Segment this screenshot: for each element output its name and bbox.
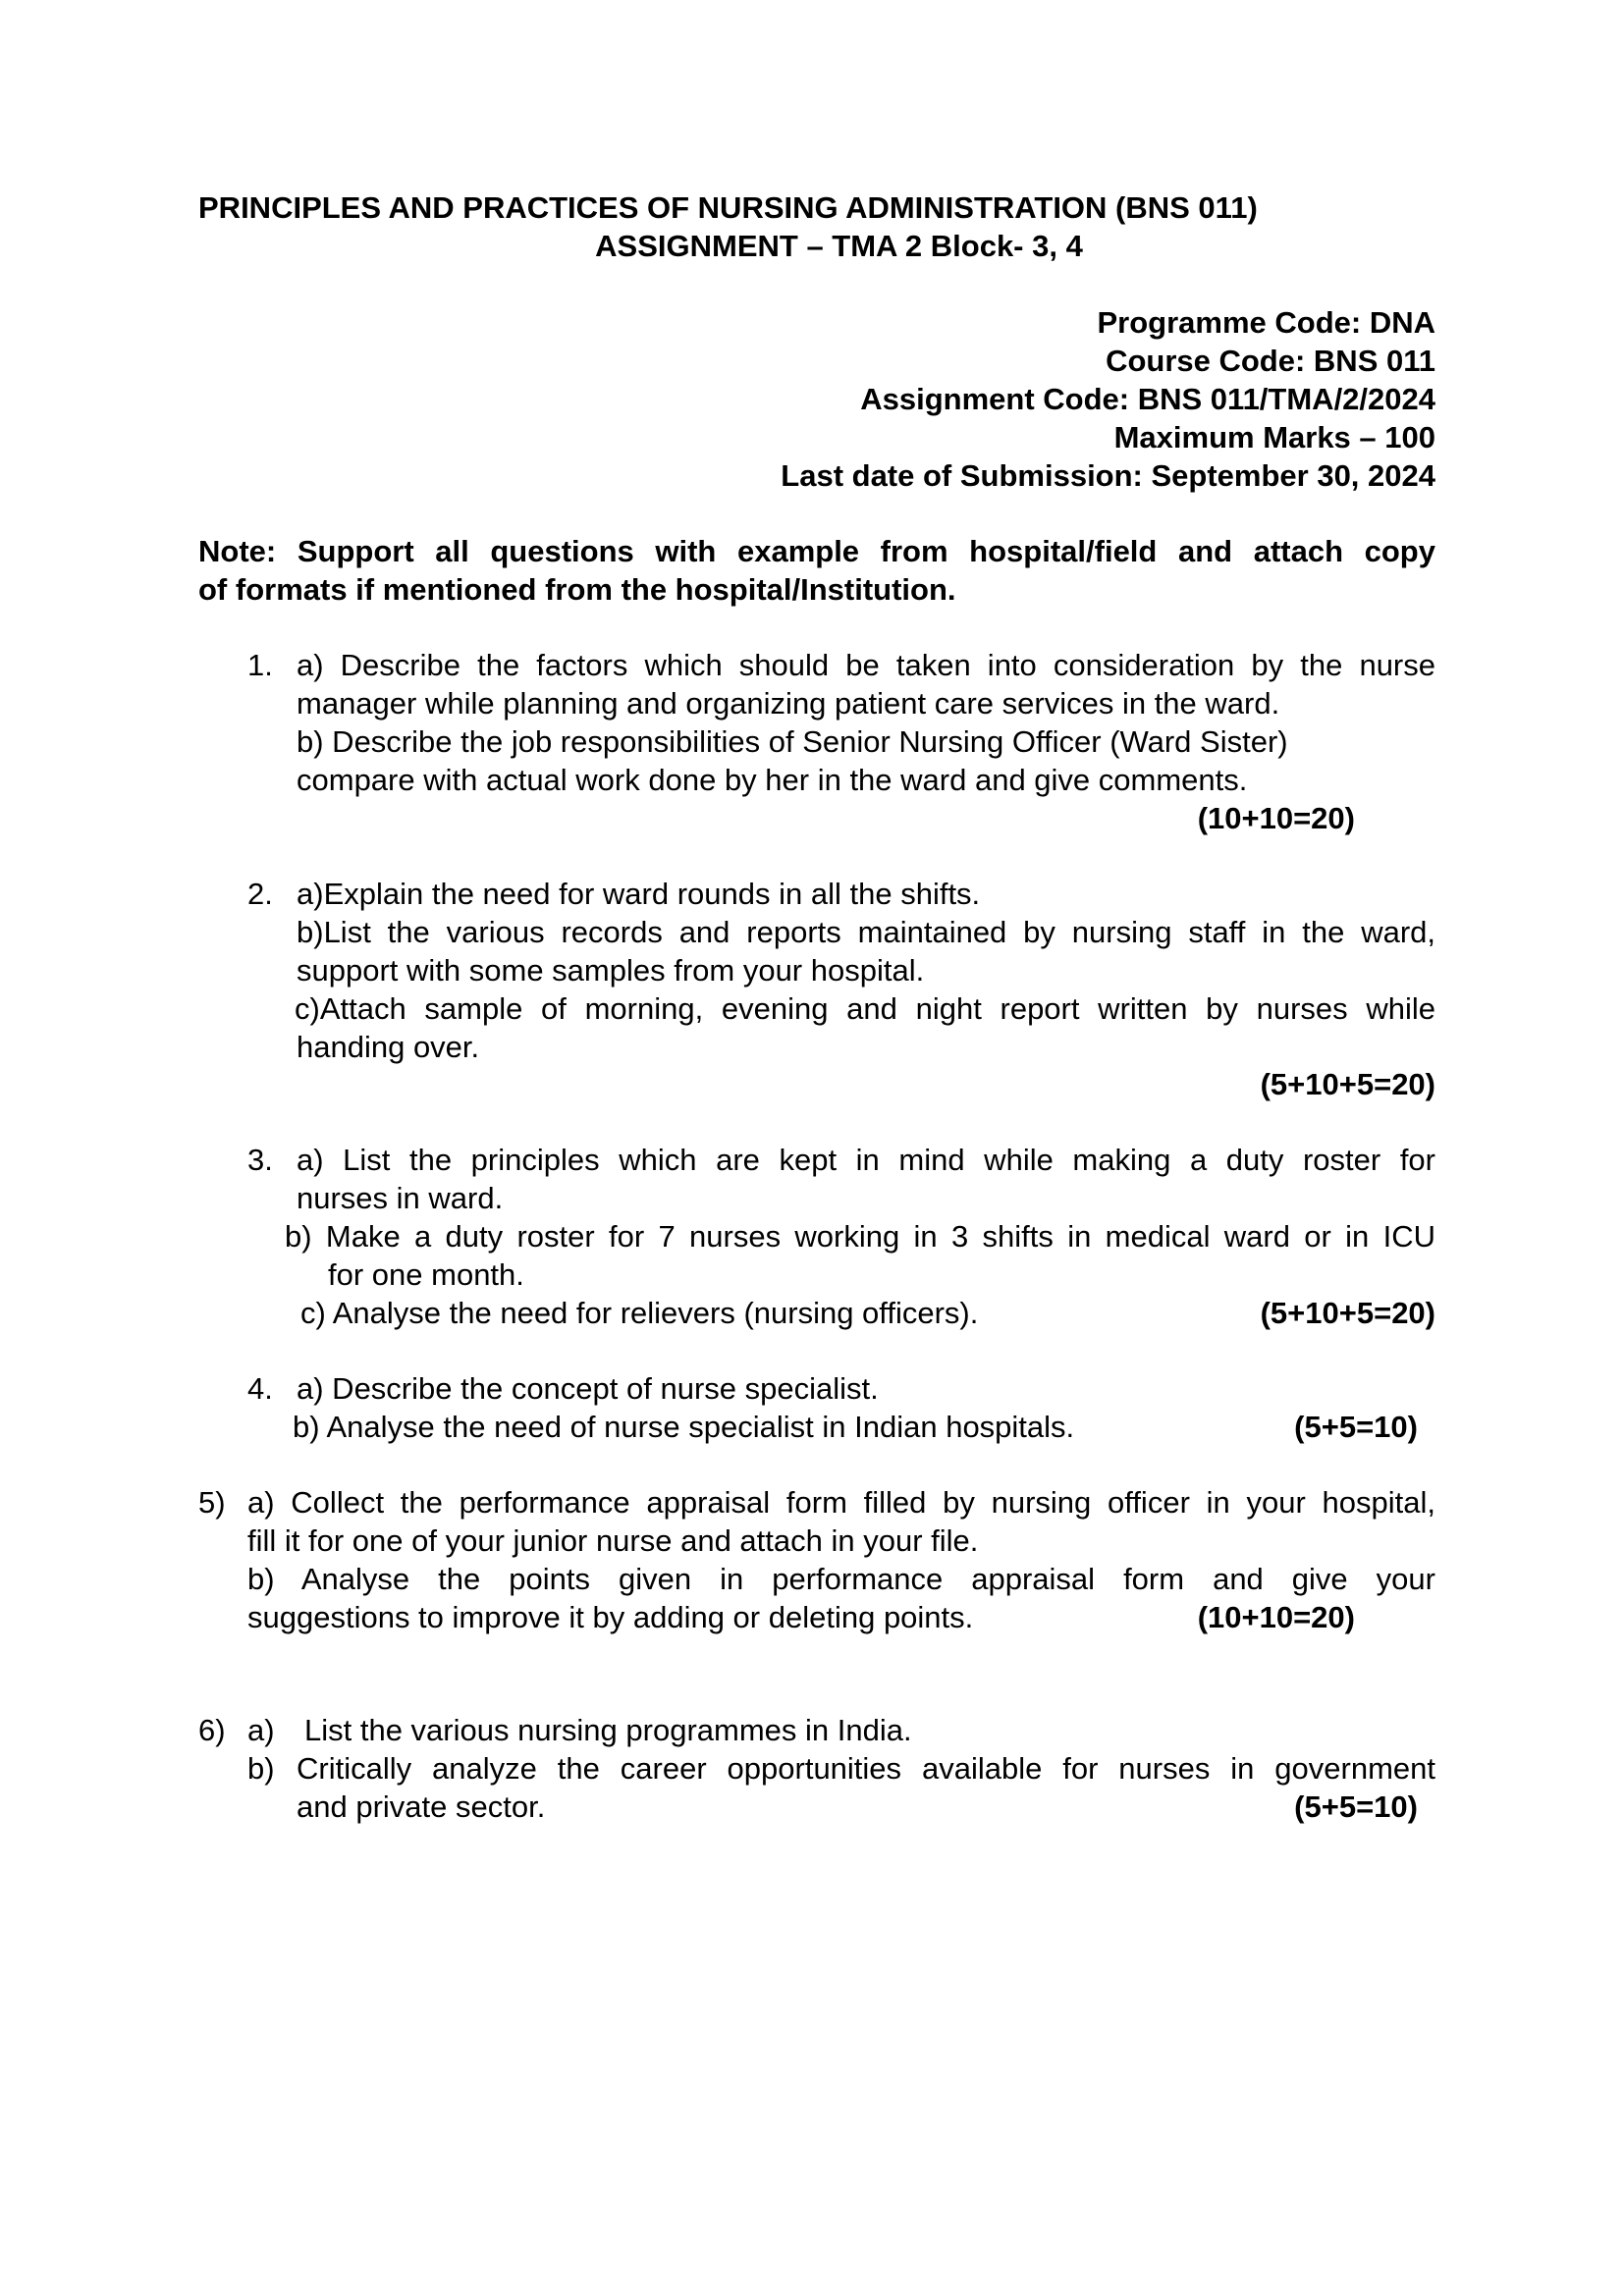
document-title: PRINCIPLES AND PRACTICES OF NURSING ADMINISTRATION (BNS 011) — [198, 190, 1258, 225]
question-line: for one month. — [328, 1257, 524, 1292]
question-marks: (5+10+5=20) — [1260, 1067, 1435, 1101]
note-line-1: Note: Support all questions with example from hospital/field and attach copy — [198, 534, 1435, 568]
question-number: 5) — [198, 1485, 226, 1520]
question-number: 4. — [247, 1371, 273, 1406]
question-line: b) Make a duty roster for 7 nurses working in 3 shifts in medical ward or in ICU — [285, 1219, 1435, 1254]
question-number: 1. — [247, 648, 273, 682]
question-line: c) Analyse the need for relievers (nursing officers). — [300, 1296, 979, 1330]
question-marks: (10+10=20) — [1197, 1600, 1355, 1634]
question-marks: (5+5=10) — [1294, 1410, 1418, 1444]
assignment-code: Assignment Code: BNS 011/TMA/2/2024 — [860, 382, 1435, 416]
question-line: List the various nursing programmes in India. — [304, 1713, 912, 1747]
question-line: manager while planning and organizing patient care services in the ward. — [297, 686, 1280, 721]
question-line: Critically analyze the career opportunities available for nurses in government — [297, 1751, 1435, 1786]
course-code: Course Code: BNS 011 — [1106, 344, 1435, 378]
question-part-label: b) — [247, 1751, 275, 1786]
question-number: 2. — [247, 877, 273, 911]
question-line: b) Analyse the points given in performance appraisal form and give your — [247, 1562, 1435, 1596]
question-line: a) Describe the concept of nurse specialist. — [297, 1371, 879, 1406]
question-line: compare with actual work done by her in the ward and give comments. — [297, 763, 1248, 797]
question-marks: (5+10+5=20) — [1260, 1296, 1435, 1330]
question-line: b)List the various records and reports maintained by nursing staff in the ward, — [297, 915, 1435, 949]
question-part-label: a) — [247, 1713, 275, 1747]
question-line: handing over. — [297, 1030, 480, 1064]
question-marks: (10+10=20) — [1197, 801, 1355, 835]
question-line: and private sector. — [297, 1789, 546, 1824]
question-line: b) Analyse the need of nurse specialist in Indian hospitals. — [293, 1410, 1075, 1444]
question-line: a) Collect the performance appraisal form filled by nursing officer in your hospital, — [247, 1485, 1435, 1520]
question-line: fill it for one of your junior nurse and attach in your file. — [247, 1523, 979, 1558]
question-line: a) Describe the factors which should be taken into consideration by the nurse — [297, 648, 1435, 682]
note-line-2: of formats if mentioned from the hospital/Institution. — [198, 572, 956, 607]
maximum-marks: Maximum Marks – 100 — [1113, 420, 1435, 454]
question-line: suggestions to improve it by adding or deleting points. — [247, 1600, 974, 1634]
question-number: 3. — [247, 1143, 273, 1177]
document-subtitle: ASSIGNMENT – TMA 2 Block- 3, 4 — [595, 229, 1083, 263]
question-line: nurses in ward. — [297, 1181, 504, 1215]
question-line: a) List the principles which are kept in mind while making a duty roster for — [297, 1143, 1435, 1177]
question-marks: (5+5=10) — [1294, 1789, 1418, 1824]
question-line: a)Explain the need for ward rounds in all the shifts. — [297, 877, 981, 911]
submission-deadline: Last date of Submission: September 30, 2024 — [781, 458, 1435, 493]
question-number: 6) — [198, 1713, 226, 1747]
question-line: support with some samples from your hospital. — [297, 953, 925, 988]
question-line: c)Attach sample of morning, evening and night report written by nurses while — [295, 991, 1435, 1026]
programme-code: Programme Code: DNA — [1097, 305, 1435, 340]
question-line: b) Describe the job responsibilities of Senior Nursing Officer (Ward Sister) — [297, 724, 1288, 759]
